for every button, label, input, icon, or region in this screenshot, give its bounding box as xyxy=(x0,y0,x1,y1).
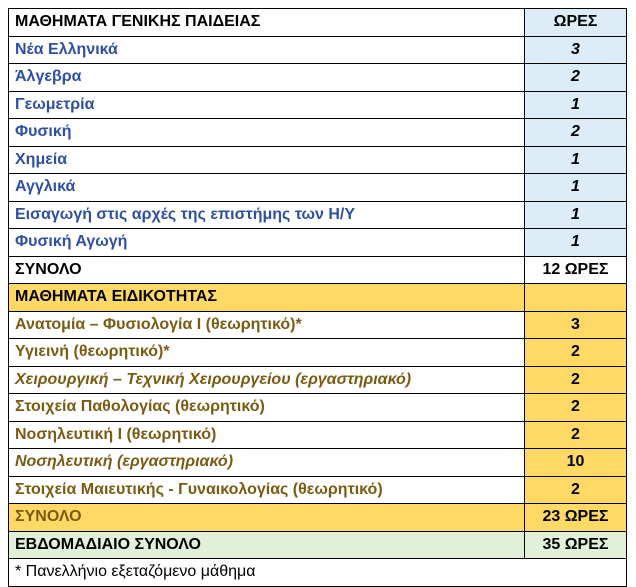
table-row xyxy=(9,421,627,449)
specialty-total-label: ΣΥΝΟΛΟ xyxy=(9,504,525,532)
weekly-total-hours: 35 ΩΡΕΣ xyxy=(525,531,627,559)
specialty-header-title: ΜΑΘΗΜΑΤΑ ΕΙΔΙΚΟΤΗΤΑΣ xyxy=(9,284,525,312)
general-total-row xyxy=(9,256,627,284)
table-row xyxy=(9,394,627,422)
subject-cell: Εισαγωγή στις αρχές της επιστήμης των Η/Υ xyxy=(9,201,525,229)
table-row xyxy=(9,476,627,504)
hours-cell: 1 xyxy=(525,91,627,119)
hours-cell: 3 xyxy=(525,311,627,339)
hours-cell: 2 xyxy=(525,64,627,92)
weekly-total-row xyxy=(9,531,627,559)
weekly-total-label: ΕΒΔΟΜΑΔΙΑΙΟ ΣΥΝΟΛΟ xyxy=(9,531,525,559)
general-total-hours: 12 ΩΡΕΣ xyxy=(525,256,627,284)
specialty-header-row xyxy=(9,284,627,312)
hours-cell: 10 xyxy=(525,449,627,477)
subject-cell: Στοιχεία Μαιευτικής - Γυναικολογίας (θεωρητικό) xyxy=(9,476,525,504)
subject-cell: Αγγλικά xyxy=(9,174,525,202)
hours-cell: 3 xyxy=(525,36,627,64)
subject-cell: Χημεία xyxy=(9,146,525,174)
hours-cell: 1 xyxy=(525,229,627,257)
curriculum-table xyxy=(8,8,627,587)
table-row xyxy=(9,339,627,367)
table-row xyxy=(9,449,627,477)
table-row xyxy=(9,91,627,119)
hours-cell: 2 xyxy=(525,366,627,394)
table-row xyxy=(9,36,627,64)
subject-cell: Γεωμετρία xyxy=(9,91,525,119)
subject-cell: Χειρουργική – Τεχνική Χειρουργείου (εργαστηριακό) xyxy=(9,366,525,394)
subject-cell: Στοιχεία Παθολογίας (θεωρητικό) xyxy=(9,394,525,422)
subject-cell: Νέα Ελληνικά xyxy=(9,36,525,64)
hours-cell: 1 xyxy=(525,174,627,202)
hours-cell: 2 xyxy=(525,476,627,504)
table-row xyxy=(9,229,627,257)
hours-cell: 1 xyxy=(525,201,627,229)
table-row xyxy=(9,174,627,202)
specialty-header-hours xyxy=(525,284,627,312)
table-row xyxy=(9,201,627,229)
specialty-total-hours: 23 ΩΡΕΣ xyxy=(525,504,627,532)
subject-cell: Υγιεινή (θεωρητικό)* xyxy=(9,339,525,367)
hours-cell: 1 xyxy=(525,146,627,174)
hours-column-header: ΩΡΕΣ xyxy=(525,9,627,37)
subject-cell: Φυσική Αγωγή xyxy=(9,229,525,257)
footnote-text: * Πανελλήνιο εξεταζόμενο μάθημα xyxy=(9,559,627,587)
table-row xyxy=(9,311,627,339)
table-row xyxy=(9,366,627,394)
hours-cell: 2 xyxy=(525,421,627,449)
subject-cell: Άλγεβρα xyxy=(9,64,525,92)
subject-cell: Φυσική xyxy=(9,119,525,147)
general-total-label: ΣΥΝΟΛΟ xyxy=(9,256,525,284)
specialty-total-row xyxy=(9,504,627,532)
subject-cell: Νοσηλευτική (εργαστηριακό) xyxy=(9,449,525,477)
table-row xyxy=(9,119,627,147)
table-row xyxy=(9,146,627,174)
hours-cell: 2 xyxy=(525,119,627,147)
general-header-row xyxy=(9,9,627,37)
table-row xyxy=(9,64,627,92)
hours-cell: 2 xyxy=(525,394,627,422)
footnote-row xyxy=(9,559,627,587)
subject-cell: Νοσηλευτική Ι (θεωρητικό) xyxy=(9,421,525,449)
general-header-title: ΜΑΘΗΜΑΤΑ ΓΕΝΙΚΗΣ ΠΑΙΔΕΙΑΣ xyxy=(9,9,525,37)
hours-cell: 2 xyxy=(525,339,627,367)
subject-cell: Ανατομία – Φυσιολογία Ι (θεωρητικό)* xyxy=(9,311,525,339)
